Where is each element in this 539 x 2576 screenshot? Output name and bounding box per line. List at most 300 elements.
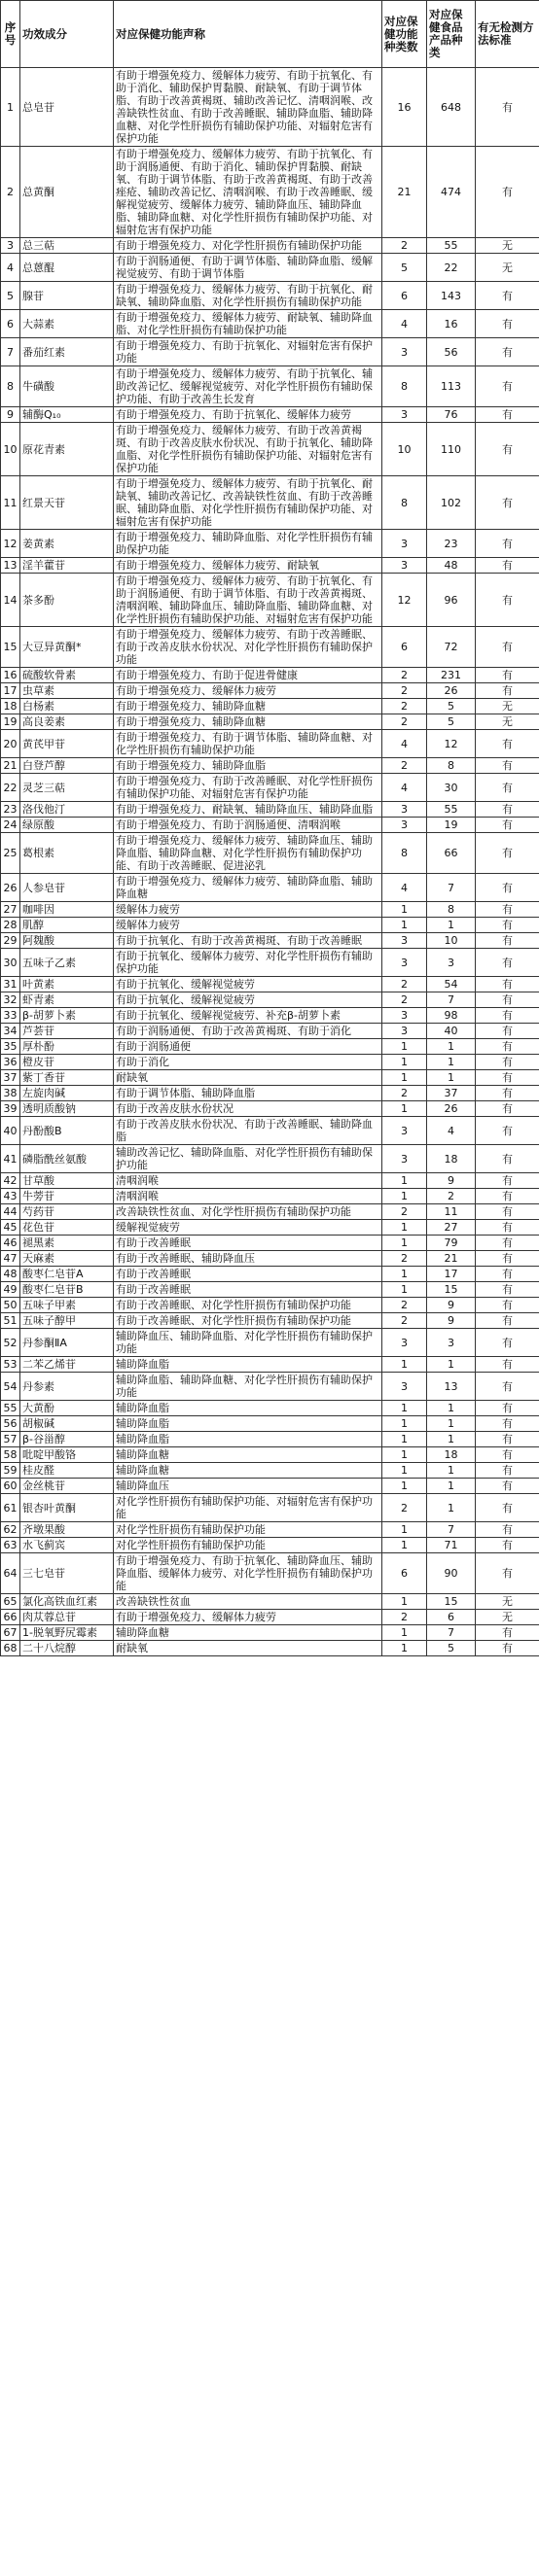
row-function: 有助于增强免疫力、缓解体力疲劳、辅助降血脂、辅助降血糖 bbox=[114, 874, 382, 902]
row-function: 辅助改善记忆、辅助降血脂、对化学性肝损伤有辅助保护功能 bbox=[114, 1145, 382, 1173]
row-product-count: 1 bbox=[427, 918, 476, 933]
row-product-count: 9 bbox=[427, 1173, 476, 1189]
row-function-count: 21 bbox=[382, 147, 427, 238]
row-component: 桂皮醛 bbox=[20, 1463, 114, 1479]
row-product-count: 16 bbox=[427, 310, 476, 338]
row-standard: 有 bbox=[476, 1494, 539, 1522]
row-component: 丹参素 bbox=[20, 1373, 114, 1401]
row-function-count: 4 bbox=[382, 774, 427, 802]
row-product-count: 1 bbox=[427, 1432, 476, 1447]
row-product-count: 15 bbox=[427, 1282, 476, 1298]
row-seq: 66 bbox=[1, 1610, 20, 1625]
row-standard: 有 bbox=[476, 1024, 539, 1039]
row-product-count: 7 bbox=[427, 1522, 476, 1538]
table-row bbox=[1, 1463, 539, 1479]
row-function: 辅助降血脂 bbox=[114, 1432, 382, 1447]
row-standard: 有 bbox=[476, 818, 539, 833]
row-standard: 无 bbox=[476, 1594, 539, 1610]
row-function-count: 2 bbox=[382, 238, 427, 254]
row-seq: 8 bbox=[1, 366, 20, 407]
row-component: 白登芦醇 bbox=[20, 758, 114, 774]
table-row bbox=[1, 949, 539, 977]
row-seq: 44 bbox=[1, 1204, 20, 1220]
table-row bbox=[1, 1101, 539, 1117]
row-seq: 36 bbox=[1, 1055, 20, 1070]
table-row bbox=[1, 1055, 539, 1070]
row-standard: 有 bbox=[476, 1522, 539, 1538]
row-product-count: 102 bbox=[427, 476, 476, 530]
row-standard: 有 bbox=[476, 1447, 539, 1463]
row-component: 总蒽醌 bbox=[20, 254, 114, 282]
row-product-count: 40 bbox=[427, 1024, 476, 1039]
row-function-count: 4 bbox=[382, 874, 427, 902]
row-function: 有助于抗氧化、缓解视觉疲劳 bbox=[114, 992, 382, 1008]
row-seq: 53 bbox=[1, 1357, 20, 1373]
row-component: 淫羊藿苷 bbox=[20, 558, 114, 574]
row-component: 褪黑素 bbox=[20, 1236, 114, 1251]
row-product-count: 56 bbox=[427, 338, 476, 366]
header-standard: 有无检测方法标准 bbox=[476, 1, 539, 68]
row-standard: 有 bbox=[476, 1267, 539, 1282]
row-component: 高良姜素 bbox=[20, 714, 114, 730]
row-seq: 19 bbox=[1, 714, 20, 730]
row-seq: 48 bbox=[1, 1267, 20, 1282]
row-standard: 有 bbox=[476, 1251, 539, 1267]
row-function: 缓解体力疲劳 bbox=[114, 902, 382, 918]
row-seq: 46 bbox=[1, 1236, 20, 1251]
row-standard: 无 bbox=[476, 699, 539, 714]
row-function-count: 6 bbox=[382, 1553, 427, 1594]
row-component: 金丝桃苷 bbox=[20, 1479, 114, 1494]
row-function-count: 1 bbox=[382, 1189, 427, 1204]
row-seq: 41 bbox=[1, 1145, 20, 1173]
table-row bbox=[1, 1373, 539, 1401]
row-function: 有助于增强免疫力、缓解体力疲劳、有助于抗氧化、耐缺氧、辅助降血脂、对化学性肝损伤有辅助保护功能 bbox=[114, 282, 382, 310]
row-seq: 33 bbox=[1, 1008, 20, 1024]
row-function-count: 2 bbox=[382, 977, 427, 992]
row-seq: 62 bbox=[1, 1522, 20, 1538]
row-function: 有助于增强免疫力、辅助降血脂、对化学性肝损伤有辅助保护功能 bbox=[114, 530, 382, 558]
row-product-count: 1 bbox=[427, 1070, 476, 1086]
table-row bbox=[1, 1553, 539, 1594]
row-function-count: 3 bbox=[382, 802, 427, 818]
row-standard: 有 bbox=[476, 282, 539, 310]
row-standard: 有 bbox=[476, 1070, 539, 1086]
table-row bbox=[1, 1522, 539, 1538]
table-row bbox=[1, 1641, 539, 1656]
row-seq: 59 bbox=[1, 1463, 20, 1479]
row-component: 虾青素 bbox=[20, 992, 114, 1008]
row-component: 紫丁香苷 bbox=[20, 1070, 114, 1086]
row-product-count: 90 bbox=[427, 1553, 476, 1594]
row-function: 有助于增强免疫力、辅助降血脂 bbox=[114, 758, 382, 774]
row-standard: 有 bbox=[476, 802, 539, 818]
header-row bbox=[1, 1, 539, 68]
row-product-count: 4 bbox=[427, 1117, 476, 1145]
row-standard: 有 bbox=[476, 918, 539, 933]
row-product-count: 13 bbox=[427, 1373, 476, 1401]
row-seq: 47 bbox=[1, 1251, 20, 1267]
row-function: 有助于润肠通便、有助于改善黄褐斑、有助于消化 bbox=[114, 1024, 382, 1039]
table-body bbox=[1, 68, 539, 1656]
row-function-count: 1 bbox=[382, 1538, 427, 1553]
row-product-count: 5 bbox=[427, 714, 476, 730]
row-standard: 有 bbox=[476, 1432, 539, 1447]
row-component: 原花青素 bbox=[20, 423, 114, 476]
row-standard: 有 bbox=[476, 1282, 539, 1298]
row-product-count: 8 bbox=[427, 902, 476, 918]
row-function: 有助于改善皮肤水份状况、有助于改善睡眠、辅助降血脂 bbox=[114, 1117, 382, 1145]
table-row bbox=[1, 774, 539, 802]
row-seq: 3 bbox=[1, 238, 20, 254]
table-row bbox=[1, 1070, 539, 1086]
row-function-count: 8 bbox=[382, 833, 427, 874]
row-standard: 有 bbox=[476, 1313, 539, 1329]
row-product-count: 48 bbox=[427, 558, 476, 574]
table-row bbox=[1, 1251, 539, 1267]
row-seq: 63 bbox=[1, 1538, 20, 1553]
row-seq: 56 bbox=[1, 1416, 20, 1432]
table-row bbox=[1, 1145, 539, 1173]
table-row bbox=[1, 1479, 539, 1494]
row-standard: 有 bbox=[476, 310, 539, 338]
row-function-count: 1 bbox=[382, 1357, 427, 1373]
table-row bbox=[1, 476, 539, 530]
table-row bbox=[1, 802, 539, 818]
row-standard: 有 bbox=[476, 1086, 539, 1101]
table-row bbox=[1, 1189, 539, 1204]
row-seq: 67 bbox=[1, 1625, 20, 1641]
row-function: 改善缺铁性贫血 bbox=[114, 1594, 382, 1610]
row-standard: 有 bbox=[476, 949, 539, 977]
table-row bbox=[1, 1357, 539, 1373]
row-standard: 有 bbox=[476, 1553, 539, 1594]
row-product-count: 76 bbox=[427, 407, 476, 423]
row-function: 有助于改善睡眠、对化学性肝损伤有辅助保护功能 bbox=[114, 1298, 382, 1313]
row-standard: 有 bbox=[476, 338, 539, 366]
row-function-count: 1 bbox=[382, 1432, 427, 1447]
row-seq: 23 bbox=[1, 802, 20, 818]
table-row bbox=[1, 699, 539, 714]
table-row bbox=[1, 1086, 539, 1101]
table-row bbox=[1, 1282, 539, 1298]
row-function-count: 2 bbox=[382, 1313, 427, 1329]
row-standard: 有 bbox=[476, 730, 539, 758]
header-component: 功效成分 bbox=[20, 1, 114, 68]
row-function-count: 3 bbox=[382, 1024, 427, 1039]
row-product-count: 143 bbox=[427, 282, 476, 310]
row-standard: 有 bbox=[476, 1101, 539, 1117]
row-standard: 有 bbox=[476, 1329, 539, 1357]
row-function: 辅助降血糖 bbox=[114, 1447, 382, 1463]
row-function: 有助于增强免疫力、缓解体力疲劳、有助于抗氧化、耐缺氧、辅助改善记忆、改善缺铁性贫血、有助于改善睡眠、辅助降血脂、对化学性肝损伤有辅助保护功能、对辐射危害有保护功能 bbox=[114, 476, 382, 530]
row-product-count: 11 bbox=[427, 1204, 476, 1220]
row-function-count: 2 bbox=[382, 699, 427, 714]
row-function-count: 1 bbox=[382, 1267, 427, 1282]
row-seq: 42 bbox=[1, 1173, 20, 1189]
row-product-count: 98 bbox=[427, 1008, 476, 1024]
row-function-count: 1 bbox=[382, 1282, 427, 1298]
row-component: 丹酚酸B bbox=[20, 1117, 114, 1145]
row-seq: 9 bbox=[1, 407, 20, 423]
row-component: 阿魏酸 bbox=[20, 933, 114, 949]
row-seq: 39 bbox=[1, 1101, 20, 1117]
row-function-count: 2 bbox=[382, 1298, 427, 1313]
table-row bbox=[1, 1024, 539, 1039]
row-function-count: 1 bbox=[382, 1220, 427, 1236]
row-standard: 有 bbox=[476, 407, 539, 423]
row-seq: 65 bbox=[1, 1594, 20, 1610]
row-product-count: 15 bbox=[427, 1594, 476, 1610]
row-product-count: 54 bbox=[427, 977, 476, 992]
row-standard: 有 bbox=[476, 992, 539, 1008]
row-seq: 15 bbox=[1, 627, 20, 668]
row-function: 有助于润肠通便、有助于调节体脂、辅助降血脂、缓解视觉疲劳、有助于调节体脂 bbox=[114, 254, 382, 282]
row-standard: 有 bbox=[476, 627, 539, 668]
row-component: 黄芪甲苷 bbox=[20, 730, 114, 758]
row-standard: 有 bbox=[476, 1479, 539, 1494]
row-function-count: 3 bbox=[382, 558, 427, 574]
row-seq: 22 bbox=[1, 774, 20, 802]
row-standard: 有 bbox=[476, 1401, 539, 1416]
row-product-count: 19 bbox=[427, 818, 476, 833]
row-function-count: 2 bbox=[382, 1204, 427, 1220]
row-function: 对化学性肝损伤有辅助保护功能 bbox=[114, 1538, 382, 1553]
row-function-count: 1 bbox=[382, 1070, 427, 1086]
table-row bbox=[1, 1329, 539, 1357]
table-row bbox=[1, 730, 539, 758]
row-seq: 5 bbox=[1, 282, 20, 310]
row-standard: 有 bbox=[476, 874, 539, 902]
row-product-count: 1 bbox=[427, 1463, 476, 1479]
row-function-count: 12 bbox=[382, 574, 427, 627]
row-function: 辅助降血脂 bbox=[114, 1357, 382, 1373]
row-seq: 13 bbox=[1, 558, 20, 574]
row-standard: 有 bbox=[476, 1416, 539, 1432]
table-row bbox=[1, 1298, 539, 1313]
row-standard: 有 bbox=[476, 1236, 539, 1251]
row-component: 二苯乙烯苷 bbox=[20, 1357, 114, 1373]
row-seq: 12 bbox=[1, 530, 20, 558]
table-row bbox=[1, 1416, 539, 1432]
table-row bbox=[1, 918, 539, 933]
row-function: 缓解体力疲劳 bbox=[114, 918, 382, 933]
row-function-count: 5 bbox=[382, 254, 427, 282]
row-function-count: 16 bbox=[382, 68, 427, 147]
row-component: 红景天苷 bbox=[20, 476, 114, 530]
row-function-count: 2 bbox=[382, 1251, 427, 1267]
row-standard: 有 bbox=[476, 1173, 539, 1189]
row-seq: 31 bbox=[1, 977, 20, 992]
row-standard: 有 bbox=[476, 933, 539, 949]
row-function-count: 6 bbox=[382, 282, 427, 310]
row-function-count: 3 bbox=[382, 1008, 427, 1024]
row-product-count: 1 bbox=[427, 1479, 476, 1494]
row-standard: 有 bbox=[476, 1625, 539, 1641]
row-component: 白杨素 bbox=[20, 699, 114, 714]
row-seq: 30 bbox=[1, 949, 20, 977]
table-row bbox=[1, 1432, 539, 1447]
table-row bbox=[1, 902, 539, 918]
row-function-count: 3 bbox=[382, 933, 427, 949]
row-seq: 51 bbox=[1, 1313, 20, 1329]
row-component: 胡椒碱 bbox=[20, 1416, 114, 1432]
row-component: 甘草酸 bbox=[20, 1173, 114, 1189]
row-function-count: 3 bbox=[382, 818, 427, 833]
row-component: 五味子甲素 bbox=[20, 1298, 114, 1313]
table-row bbox=[1, 833, 539, 874]
row-function: 有助于增强免疫力、辅助降血糖 bbox=[114, 699, 382, 714]
row-component: 氯化高铁血红素 bbox=[20, 1594, 114, 1610]
row-product-count: 1 bbox=[427, 1039, 476, 1055]
row-function-count: 2 bbox=[382, 1494, 427, 1522]
row-function-count: 1 bbox=[382, 1401, 427, 1416]
row-function: 有助于抗氧化、缓解视觉疲劳 bbox=[114, 977, 382, 992]
header-seq: 序号 bbox=[1, 1, 20, 68]
row-component: 牛磺酸 bbox=[20, 366, 114, 407]
row-function: 耐缺氧 bbox=[114, 1641, 382, 1656]
row-function: 有助于改善睡眠 bbox=[114, 1236, 382, 1251]
table-row bbox=[1, 338, 539, 366]
row-product-count: 1 bbox=[427, 1055, 476, 1070]
row-seq: 1 bbox=[1, 68, 20, 147]
row-function: 有助于增强免疫力、缓解体力疲劳、耐缺氧、辅助降血脂、对化学性肝损伤有辅助保护功能 bbox=[114, 310, 382, 338]
row-standard: 有 bbox=[476, 1298, 539, 1313]
row-component: β-谷甾醇 bbox=[20, 1432, 114, 1447]
row-function: 有助于增强免疫力、缓解体力疲劳 bbox=[114, 1610, 382, 1625]
row-seq: 34 bbox=[1, 1024, 20, 1039]
row-seq: 55 bbox=[1, 1401, 20, 1416]
row-component: 茶多酚 bbox=[20, 574, 114, 627]
row-function: 辅助降血糖 bbox=[114, 1625, 382, 1641]
table-row bbox=[1, 530, 539, 558]
row-function-count: 3 bbox=[382, 949, 427, 977]
table-row bbox=[1, 818, 539, 833]
row-function: 有助于增强免疫力、对化学性肝损伤有辅助保护功能 bbox=[114, 238, 382, 254]
table-row bbox=[1, 1267, 539, 1282]
row-product-count: 17 bbox=[427, 1267, 476, 1282]
row-component: 绿原酸 bbox=[20, 818, 114, 833]
row-product-count: 72 bbox=[427, 627, 476, 668]
row-function: 有助于增强免疫力、缓解体力疲劳、耐缺氧 bbox=[114, 558, 382, 574]
row-component: 五味子醇甲 bbox=[20, 1313, 114, 1329]
row-function: 有助于增强免疫力、缓解体力疲劳、有助于改善黄褐斑、有助于改善皮肤水份状况、有助于抗氧化、辅助降血脂、对化学性肝损伤有辅助保护功能、对辐射危害有保护功能 bbox=[114, 423, 382, 476]
row-function-count: 1 bbox=[382, 1625, 427, 1641]
row-product-count: 648 bbox=[427, 68, 476, 147]
row-function-count: 1 bbox=[382, 902, 427, 918]
row-function-count: 8 bbox=[382, 366, 427, 407]
table-row bbox=[1, 1008, 539, 1024]
row-function: 缓解视觉疲劳 bbox=[114, 1220, 382, 1236]
row-standard: 有 bbox=[476, 1463, 539, 1479]
row-component: 三七皂苷 bbox=[20, 1553, 114, 1594]
row-function: 有助于增强免疫力、缓解体力疲劳 bbox=[114, 683, 382, 699]
row-function: 有助于增强免疫力、耐缺氧、辅助降血压、辅助降血脂 bbox=[114, 802, 382, 818]
row-function: 有助于改善睡眠、对化学性肝损伤有辅助保护功能 bbox=[114, 1313, 382, 1329]
row-function: 有助于改善皮肤水份状况 bbox=[114, 1101, 382, 1117]
row-function-count: 4 bbox=[382, 310, 427, 338]
row-product-count: 7 bbox=[427, 992, 476, 1008]
row-component: 花色苷 bbox=[20, 1220, 114, 1236]
row-product-count: 37 bbox=[427, 1086, 476, 1101]
row-standard: 有 bbox=[476, 476, 539, 530]
row-standard: 有 bbox=[476, 1641, 539, 1656]
table-row bbox=[1, 1313, 539, 1329]
row-standard: 有 bbox=[476, 774, 539, 802]
row-component: 肌醇 bbox=[20, 918, 114, 933]
row-product-count: 27 bbox=[427, 1220, 476, 1236]
row-component: 芍药苷 bbox=[20, 1204, 114, 1220]
table-row bbox=[1, 1594, 539, 1610]
row-product-count: 474 bbox=[427, 147, 476, 238]
row-function: 有助于改善睡眠 bbox=[114, 1282, 382, 1298]
header-function-count: 对应保健功能种类数 bbox=[382, 1, 427, 68]
row-seq: 17 bbox=[1, 683, 20, 699]
row-standard: 有 bbox=[476, 147, 539, 238]
row-component: 总皂苷 bbox=[20, 68, 114, 147]
table-row bbox=[1, 1625, 539, 1641]
row-standard: 有 bbox=[476, 1373, 539, 1401]
row-function-count: 1 bbox=[382, 1101, 427, 1117]
table-row bbox=[1, 558, 539, 574]
row-seq: 4 bbox=[1, 254, 20, 282]
row-seq: 35 bbox=[1, 1039, 20, 1055]
row-seq: 24 bbox=[1, 818, 20, 833]
row-component: 酸枣仁皂苷B bbox=[20, 1282, 114, 1298]
row-standard: 有 bbox=[476, 1055, 539, 1070]
row-component: 总黄酮 bbox=[20, 147, 114, 238]
row-function-count: 1 bbox=[382, 1055, 427, 1070]
row-function: 辅助降血糖 bbox=[114, 1463, 382, 1479]
row-product-count: 18 bbox=[427, 1447, 476, 1463]
row-function: 辅助降血压 bbox=[114, 1479, 382, 1494]
row-standard: 有 bbox=[476, 683, 539, 699]
row-function: 清咽润喉 bbox=[114, 1173, 382, 1189]
table-row bbox=[1, 758, 539, 774]
row-component: 灵芝三萜 bbox=[20, 774, 114, 802]
row-function: 有助于润肠通便 bbox=[114, 1039, 382, 1055]
row-function: 辅助降血脂 bbox=[114, 1416, 382, 1432]
row-component: 大豆异黄酮* bbox=[20, 627, 114, 668]
row-product-count: 30 bbox=[427, 774, 476, 802]
row-seq: 43 bbox=[1, 1189, 20, 1204]
row-function: 有助于抗氧化、缓解视觉疲劳、补充β-胡萝卜素 bbox=[114, 1008, 382, 1024]
row-component: 番茄红素 bbox=[20, 338, 114, 366]
row-function: 有助于增强免疫力、缓解体力疲劳、辅助降血压、辅助降血脂、辅助降血糖、对化学性肝损伤有辅助保护功能、有助于改善睡眠、促进泌乳 bbox=[114, 833, 382, 874]
row-product-count: 18 bbox=[427, 1145, 476, 1173]
row-component: 大蒜素 bbox=[20, 310, 114, 338]
table-row bbox=[1, 992, 539, 1008]
row-seq: 45 bbox=[1, 1220, 20, 1236]
row-seq: 26 bbox=[1, 874, 20, 902]
row-product-count: 6 bbox=[427, 1610, 476, 1625]
row-component: 吡啶甲酸铬 bbox=[20, 1447, 114, 1463]
row-function: 有助于增强免疫力、有助于润肠通便、清咽润喉 bbox=[114, 818, 382, 833]
row-function: 对化学性肝损伤有辅助保护功能、对辐射危害有保护功能 bbox=[114, 1494, 382, 1522]
row-component: 齐墩果酸 bbox=[20, 1522, 114, 1538]
row-component: 银杏叶黄酮 bbox=[20, 1494, 114, 1522]
row-standard: 无 bbox=[476, 1610, 539, 1625]
row-seq: 60 bbox=[1, 1479, 20, 1494]
table-row bbox=[1, 68, 539, 147]
row-standard: 有 bbox=[476, 1220, 539, 1236]
row-standard: 有 bbox=[476, 366, 539, 407]
row-standard: 有 bbox=[476, 574, 539, 627]
row-product-count: 7 bbox=[427, 1625, 476, 1641]
row-function: 辅助降血压、辅助降血脂、对化学性肝损伤有辅助保护功能 bbox=[114, 1329, 382, 1357]
row-function: 有助于改善睡眠、辅助降血压 bbox=[114, 1251, 382, 1267]
row-function-count: 8 bbox=[382, 476, 427, 530]
